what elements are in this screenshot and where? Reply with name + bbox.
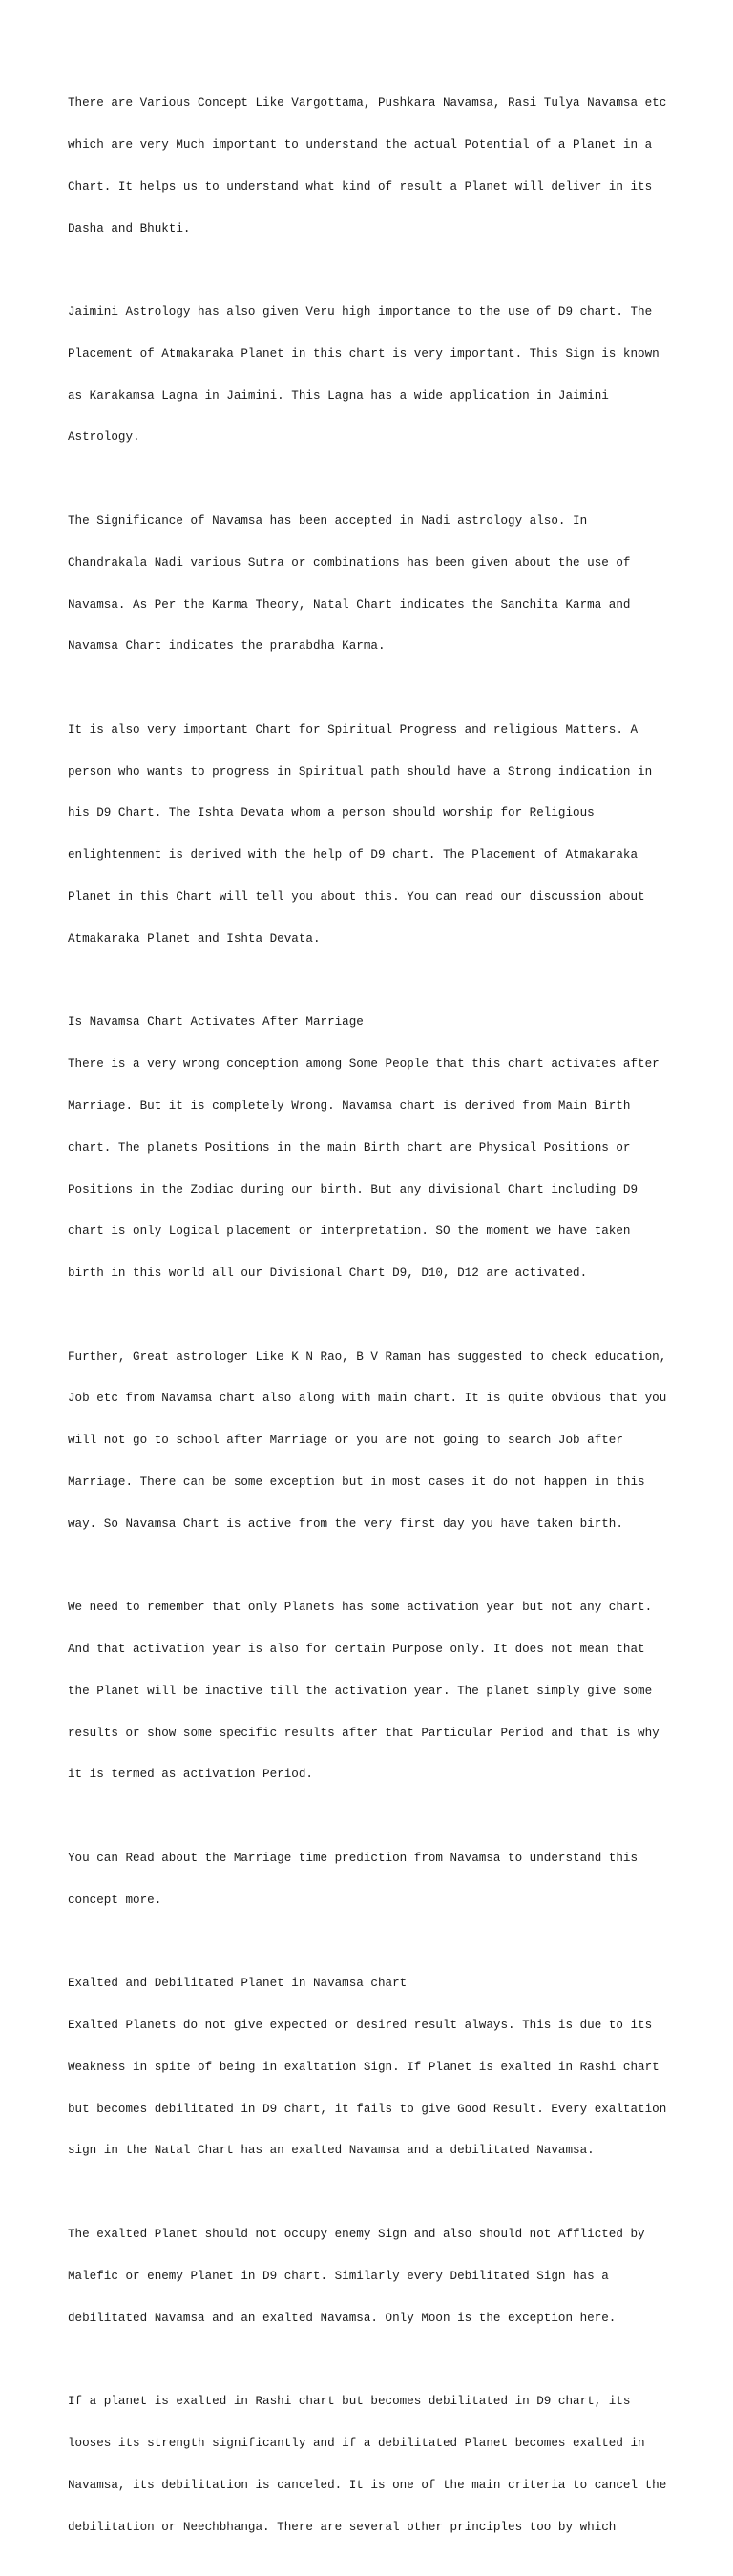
text-line: The Significance of Navamsa has been accepted in Nadi astrology also. In [68, 514, 588, 528]
text-line: debilitation or Neechbhanga. There are several other principles too by which [68, 2520, 617, 2534]
paragraph-marriage-time [68, 1824, 679, 1936]
text-line: Job etc from Navamsa chart also along with main chart. It is quite obvious that you [68, 1392, 667, 1406]
text-line: debilitated Navamsa and an exalted Navamsa. Only Moon is the exception here. [68, 2311, 617, 2325]
text-line: Navamsa. As Per the Karma Theory, Natal Chart indicates the Sanchita Karma and [68, 597, 631, 612]
text-line: Further, Great astrologer Like K N Rao, B V Raman has suggested to check education, [68, 1350, 667, 1364]
text-line: chart. The planets Positions in the main Birth chart are Physical Positions or [68, 1141, 631, 1155]
text-line: There are Various Concept Like Vargottama, Pushkara Navamsa, Rasi Tulya Navamsa etc [68, 96, 667, 111]
text-line: Chart. It helps us to understand what kind of result a Planet will deliver in its [68, 179, 653, 194]
text-line: Chandrakala Nadi various Sutra or combinations has been given about the use of [68, 555, 631, 570]
text-line: which are very Much important to understand the actual Potential of a Planet in a [68, 137, 653, 152]
text-line: will not go to school after Marriage or you are not going to search Job after [68, 1434, 623, 1448]
text-line: as Karakamsa Lagna in Jaimini. This Lagna has a wide application in Jaimini [68, 388, 609, 403]
text-line: Placement of Atmakaraka Planet in this chart is very important. This Sign is known [68, 346, 660, 361]
paragraph-neechbhanga [68, 2367, 679, 2562]
section-heading: Exalted and Debilitated Planet in Navamsa chart [68, 1977, 408, 1991]
text-line: it is termed as activation Period. [68, 1768, 313, 1782]
text-line: the Planet will be inactive till the activation year. The planet simply give some [68, 1684, 653, 1698]
text-line: Navamsa, its debilitation is canceled. It is one of the main criteria to cancel the [68, 2478, 667, 2492]
text-line: Dasha and Bhukti. [68, 221, 191, 236]
text-line: Marriage. But it is completely Wrong. Navamsa chart is derived from Main Birth [68, 1099, 631, 1113]
text-line: You can Read about the Marriage time prediction from Navamsa to understand this [68, 1852, 639, 1865]
text-line: Malefic or enemy Planet in D9 chart. Similarly every Debilitated Sign has a [68, 2269, 609, 2283]
text-line: The exalted Planet should not occupy enemy Sign and also should not Afflicted by [68, 2228, 645, 2242]
text-line: person who wants to progress in Spiritual path should have a Strong indication in [68, 764, 653, 779]
text-line: concept more. [68, 1893, 162, 1907]
text-line: There is a very wrong conception among Some People that this chart activates after [68, 1058, 660, 1072]
text-line: Weakness in spite of being in exaltation Sign. If Planet is exalted in Rashi chart [68, 2060, 660, 2074]
paragraph-astrologers [68, 1322, 679, 1559]
text-line: looses its strength significantly and if a debilitated Planet becomes exalted in [68, 2436, 645, 2450]
text-line: Atmakaraka Planet and Ishta Devata. [68, 932, 321, 946]
paragraph-concepts [68, 69, 679, 263]
text-line: but becomes debilitated in D9 chart, it fails to give Good Result. Every exaltation [68, 2102, 667, 2116]
text-line: And that activation year is also for certain Purpose only. It does not mean that [68, 1643, 645, 1657]
paragraph-activation-marriage [68, 988, 679, 1309]
document-body [68, 69, 679, 2576]
text-line: sign in the Natal Chart has an exalted Navamsa and a debilitated Navamsa. [68, 2144, 595, 2158]
paragraph-enemy-sign [68, 2200, 679, 2354]
text-line: Marriage. There can be some exception but in most cases it do not happen in this [68, 1475, 645, 1489]
text-line: his D9 Chart. The Ishta Devata whom a person should worship for Religious [68, 806, 595, 821]
text-line: If a planet is exalted in Rashi chart but becomes debilitated in D9 chart, its [68, 2395, 631, 2409]
paragraph-spiritual [68, 696, 679, 974]
section-heading: Is Navamsa Chart Activates After Marriage [68, 1016, 364, 1030]
paragraph-nadi [68, 487, 679, 681]
text-line: Navamsa Chart indicates the prarabdha Karma. [68, 639, 386, 654]
text-line: It is also very important Chart for Spiritual Progress and religious Matters. A [68, 723, 639, 737]
paragraph-activation-year [68, 1573, 679, 1810]
text-line: Positions in the Zodiac during our birth. But any divisional Chart including D9 [68, 1183, 639, 1197]
paragraph-jaimini [68, 278, 679, 472]
text-line: Astrology. [68, 430, 140, 445]
text-line: We need to remember that only Planets has some activation year but not any chart. [68, 1601, 653, 1615]
text-line: birth in this world all our Divisional Chart D9, D10, D12 are activated. [68, 1267, 588, 1281]
text-line: Planet in this Chart will tell you about this. You can read our discussion about [68, 890, 645, 905]
text-line: Jaimini Astrology has also given Veru high importance to the use of D9 chart. The [68, 305, 653, 320]
text-line: way. So Navamsa Chart is active from the very first day you have taken birth. [68, 1517, 623, 1531]
paragraph-exalted-debilitated [68, 1949, 679, 2186]
text-line: enlightenment is derived with the help of D9 chart. The Placement of Atmakaraka [68, 848, 639, 863]
text-line: Exalted Planets do not give expected or desired result always. This is due to its [68, 2019, 653, 2033]
text-line: results or show some specific results after that Particular Period and that is why [68, 1726, 660, 1740]
text-line: chart is only Logical placement or interpretation. SO the moment we have taken [68, 1225, 631, 1239]
